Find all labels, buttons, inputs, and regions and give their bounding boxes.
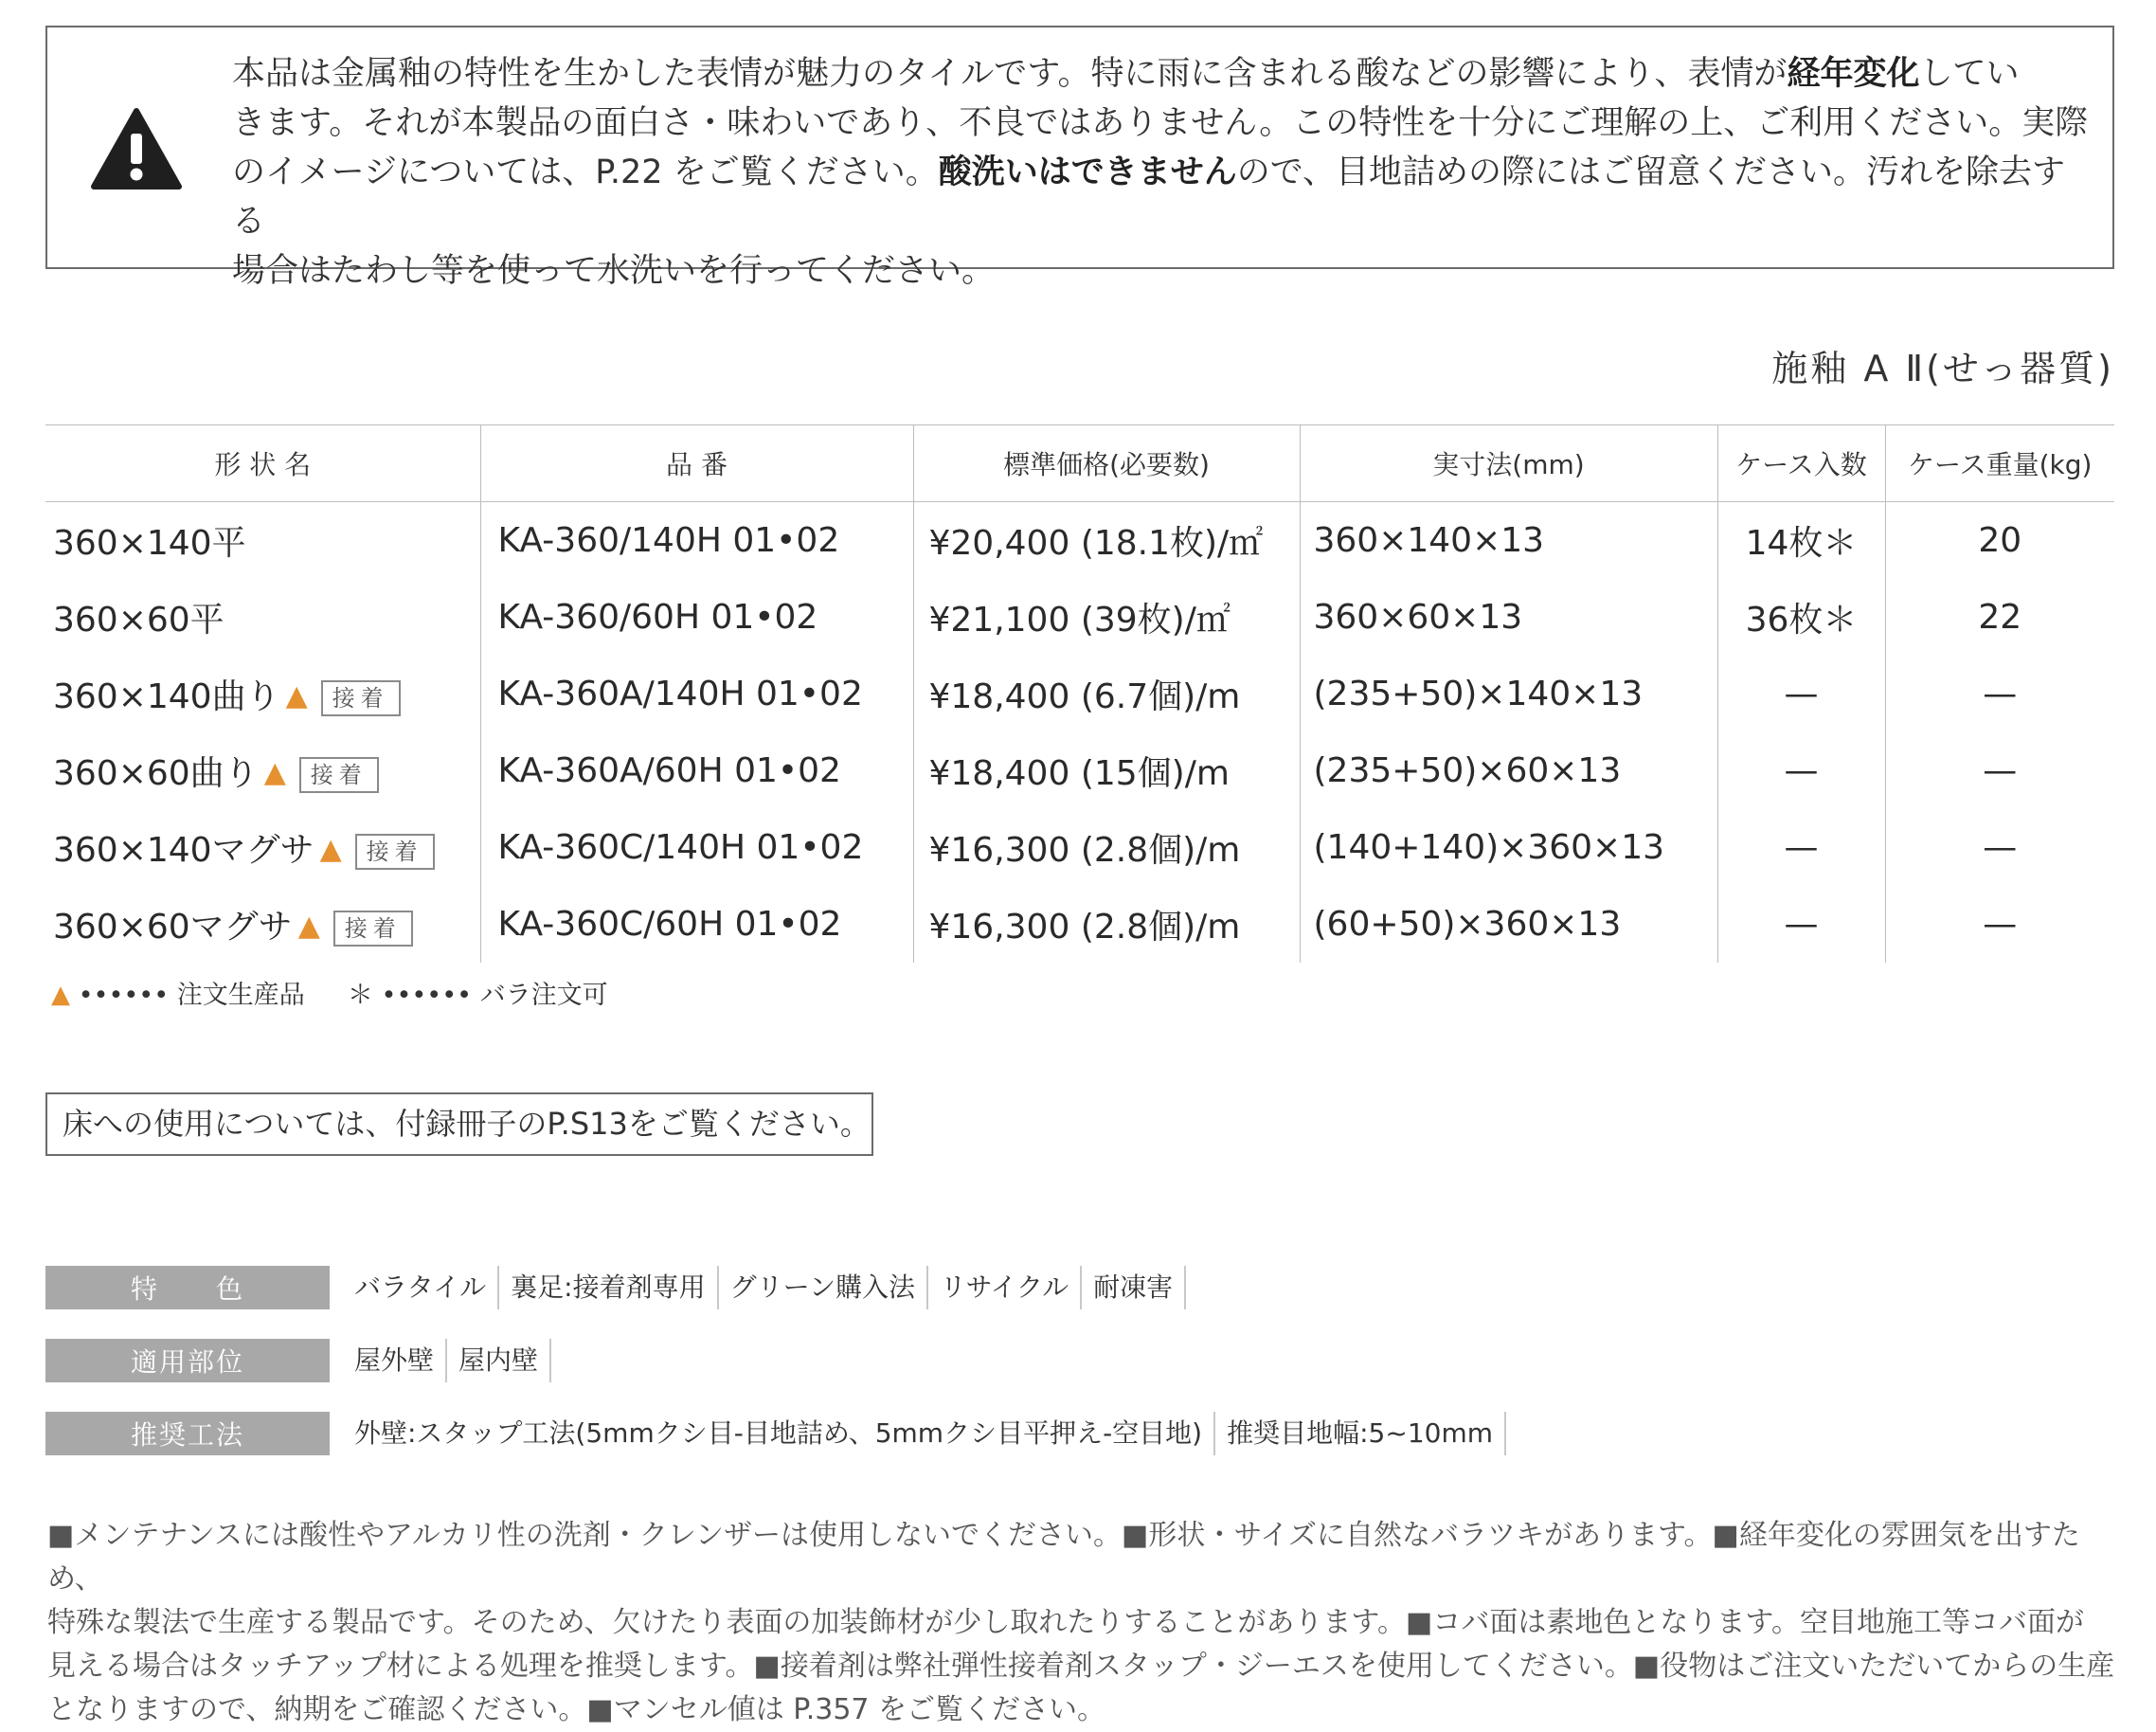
shape-name: 360×140マグサ — [53, 831, 314, 870]
order-made-triangle-icon: ▲ — [297, 910, 320, 943]
warning-notice — [45, 26, 2114, 290]
feature-items — [343, 1339, 551, 1382]
table-row — [45, 886, 2114, 963]
shape-name: 360×60マグサ — [53, 908, 293, 947]
cell-case-weight: 20 — [1885, 502, 2114, 580]
table-legend — [51, 974, 608, 1011]
cell-price: ¥20,400 (18.1枚)/㎡ — [913, 502, 1300, 580]
cell-case-weight: 22 — [1885, 579, 2114, 656]
feature-row-method — [45, 1412, 1506, 1455]
order-made-triangle-icon: ▲ — [319, 833, 342, 866]
feature-item: リサイクル — [928, 1266, 1082, 1309]
cell-case-weight: — — [1885, 732, 2114, 809]
footer-line: 特殊な製法で生産する製品です。そのため、欠けたり表面の加装飾材が少し取れたりすることがあります。■コバ面は素地色となります。空目地施工等コバ面が — [47, 1606, 2084, 1639]
cell-code: KA-360C/140H 01•02 — [480, 809, 913, 886]
feature-row-characteristics — [45, 1266, 1186, 1309]
shape-name: 360×140曲り — [53, 677, 280, 716]
footer-line: ■メンテナンスには酸性やアルカリ性の洗剤・クレンザーは使用しないでください。■形状・サイズに自然なバラツキがあります。■経年変化の雰囲気を出すため、 — [47, 1519, 2080, 1596]
cell-case-qty: — — [1717, 809, 1885, 886]
header-case-qty: ケース入数 — [1717, 425, 1885, 502]
cell-price: ¥16,300 (2.8個)/m — [913, 886, 1300, 963]
feature-item: 屋外壁 — [343, 1339, 447, 1382]
cell-size: (235+50)×60×13 — [1300, 732, 1717, 809]
cell-case-qty: — — [1717, 886, 1885, 963]
feature-item: 耐凍害 — [1082, 1266, 1186, 1309]
cell-shape — [45, 886, 480, 963]
legend-loose-order: •••••• バラ注文可 — [381, 981, 608, 1010]
feature-item: 推奨目地幅:5~10mm — [1215, 1412, 1506, 1455]
warning-triangle-icon — [91, 107, 182, 190]
cell-code: KA-360/60H 01•02 — [480, 579, 913, 656]
warning-line: 場合はたわし等を使って水洗いを行ってください。 — [232, 252, 996, 290]
table-row — [45, 579, 2114, 656]
floor-use-note: 床への使用については、付録冊子のP.S13をご覧ください。 — [45, 1092, 873, 1156]
cell-size: 360×60×13 — [1300, 579, 1717, 656]
cell-case-qty: — — [1717, 732, 1885, 809]
cell-shape — [45, 502, 480, 580]
footer-line: となりますので、納期をご確認ください。■マンセル値は P.357 をご覧ください。 — [47, 1693, 1106, 1726]
cell-case-weight: — — [1885, 656, 2114, 732]
cell-size: (60+50)×360×13 — [1300, 886, 1717, 963]
adhesive-badge: 接着 — [299, 757, 379, 793]
feature-item: 裏足:接着剤専用 — [499, 1266, 718, 1309]
spec-table — [45, 424, 2114, 963]
feature-item: 屋内壁 — [447, 1339, 551, 1382]
shape-name: 360×140平 — [53, 524, 246, 563]
feature-items — [343, 1412, 1506, 1455]
cell-size: (235+50)×140×13 — [1300, 656, 1717, 732]
shape-name: 360×60曲り — [53, 754, 259, 793]
cell-size: 360×140×13 — [1300, 502, 1717, 580]
cell-case-qty: — — [1717, 656, 1885, 732]
cell-case-weight: — — [1885, 809, 2114, 886]
legend-order-made: •••••• 注文生産品 — [78, 981, 305, 1010]
feature-item: バラタイル — [343, 1266, 499, 1309]
product-category-title: 施釉 A Ⅱ(せっ器質) — [1771, 348, 2114, 389]
cell-price: ¥18,400 (15個)/m — [913, 732, 1300, 809]
header-case-weight: ケース重量(kg) — [1885, 425, 2114, 502]
cell-code: KA-360C/60H 01•02 — [480, 886, 913, 963]
cell-shape — [45, 809, 480, 886]
order-made-triangle-icon: ▲ — [51, 981, 70, 1009]
warning-line: きます。それが本製品の面白さ・味わいであり、不良ではありません。この特性を十分にご理解の上、ご利用ください。実際 — [232, 104, 2089, 142]
table-row — [45, 809, 2114, 886]
cell-case-qty: 36枚＊ — [1717, 579, 1885, 656]
header-price: 標準価格(必要数) — [913, 425, 1300, 502]
feature-label: 推奨工法 — [45, 1412, 330, 1455]
cell-code: KA-360A/140H 01•02 — [480, 656, 913, 732]
cell-case-qty: 14枚＊ — [1717, 502, 1885, 580]
cell-code: KA-360A/60H 01•02 — [480, 732, 913, 809]
adhesive-badge: 接着 — [321, 680, 401, 716]
shape-name: 360×60平 — [53, 601, 225, 640]
cell-size: (140+140)×360×13 — [1300, 809, 1717, 886]
cell-shape — [45, 732, 480, 809]
header-shape: 形 状 名 — [45, 425, 480, 502]
footer-line: 見える場合はタッチアップ材による処理を推奨します。■接着剤は弊社弾性接着剤スタップ・ジーエスを使用してください。■役物はご注文いただいてからの生産 — [47, 1650, 2115, 1683]
cell-price: ¥21,100 (39枚)/㎡ — [913, 579, 1300, 656]
cell-code: KA-360/140H 01•02 — [480, 502, 913, 580]
feature-label: 特 色 — [45, 1266, 330, 1309]
warning-line: 本品は金属釉の特性を生かした表情が魅力のタイルです。特に雨に含まれる酸などの影響により、表情が経年変化してい — [232, 55, 2020, 93]
cell-price: ¥16,300 (2.8個)/m — [913, 809, 1300, 886]
feature-item: グリーン購入法 — [719, 1266, 928, 1309]
asterisk-icon: ＊ — [347, 981, 373, 1010]
adhesive-badge: 接着 — [355, 834, 435, 870]
order-made-triangle-icon: ▲ — [285, 679, 308, 713]
cell-price: ¥18,400 (6.7個)/m — [913, 656, 1300, 732]
cell-shape — [45, 656, 480, 732]
feature-label: 適用部位 — [45, 1339, 330, 1382]
adhesive-badge: 接着 — [333, 911, 413, 947]
table-row — [45, 502, 2114, 580]
table-row — [45, 656, 2114, 732]
cell-case-weight: — — [1885, 886, 2114, 963]
cell-shape — [45, 579, 480, 656]
table-row — [45, 732, 2114, 809]
table-header-row — [45, 425, 2114, 502]
feature-item: 外壁:スタップ工法(5mmクシ目-目地詰め、5mmクシ目平押え-空目地) — [343, 1412, 1215, 1455]
warning-line: のイメージについては、P.22 をご覧ください。酸洗いはできませんので、目地詰めの際にはご留意ください。汚れを除去する — [232, 153, 2066, 241]
footer-notes — [47, 1514, 2122, 1732]
header-code: 品 番 — [480, 425, 913, 502]
order-made-triangle-icon: ▲ — [263, 756, 286, 789]
feature-row-application — [45, 1339, 551, 1382]
warning-text — [232, 49, 2089, 296]
feature-items — [343, 1266, 1186, 1309]
header-size: 実寸法(mm) — [1300, 425, 1717, 502]
